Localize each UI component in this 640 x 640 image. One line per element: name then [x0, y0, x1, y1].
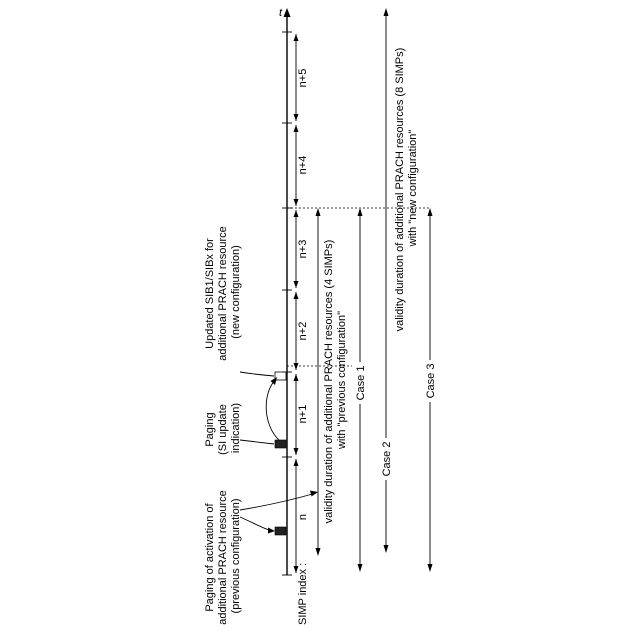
simp-period-labels: [297, 69, 309, 520]
validity-previous-label: validity duration of additional PRACH resources (4 SIMPs) with "previous configuration": [323, 237, 348, 524]
simp-period-n4: n+4: [297, 156, 309, 175]
case-2-label: Case 2: [381, 442, 393, 477]
case-3-label: Case 3: [425, 364, 437, 399]
simp-index-label: SIMP index :: [297, 563, 309, 625]
simp-intervals: [294, 34, 299, 573]
paging-activation-label: Paging of activation of additional PRACH resource (previous configuration): [204, 487, 242, 625]
event-pointers: [240, 372, 318, 534]
simp-period-n2: n+2: [297, 322, 309, 341]
paging-activation-block: [275, 527, 286, 535]
prach-timeline-diagram: [0, 0, 640, 640]
updated-sib-block: [275, 372, 286, 380]
paging-si-update-label: Paging (SI update indication): [204, 401, 242, 455]
time-axis-label: t: [279, 7, 283, 19]
event-labels: [204, 223, 242, 625]
time-axis: [279, 7, 291, 575]
simp-period-n3: n+3: [297, 240, 309, 259]
event-markers: [275, 372, 286, 535]
updated-sib-label: Updated SIB1/SIBx for additional PRACH resource (new configuration): [204, 223, 242, 361]
simp-period-n5: n+5: [297, 69, 309, 88]
validity-new-label: validity duration of additional PRACH resources (8 SIMPs) with "new configuration": [394, 45, 419, 332]
case-1-label: Case 1: [355, 366, 367, 401]
simp-period-n: n: [297, 514, 309, 520]
validity-previous-bracket: [316, 208, 321, 556]
paging-si-update-block: [275, 440, 286, 448]
simp-period-n1: n+1: [297, 405, 309, 424]
